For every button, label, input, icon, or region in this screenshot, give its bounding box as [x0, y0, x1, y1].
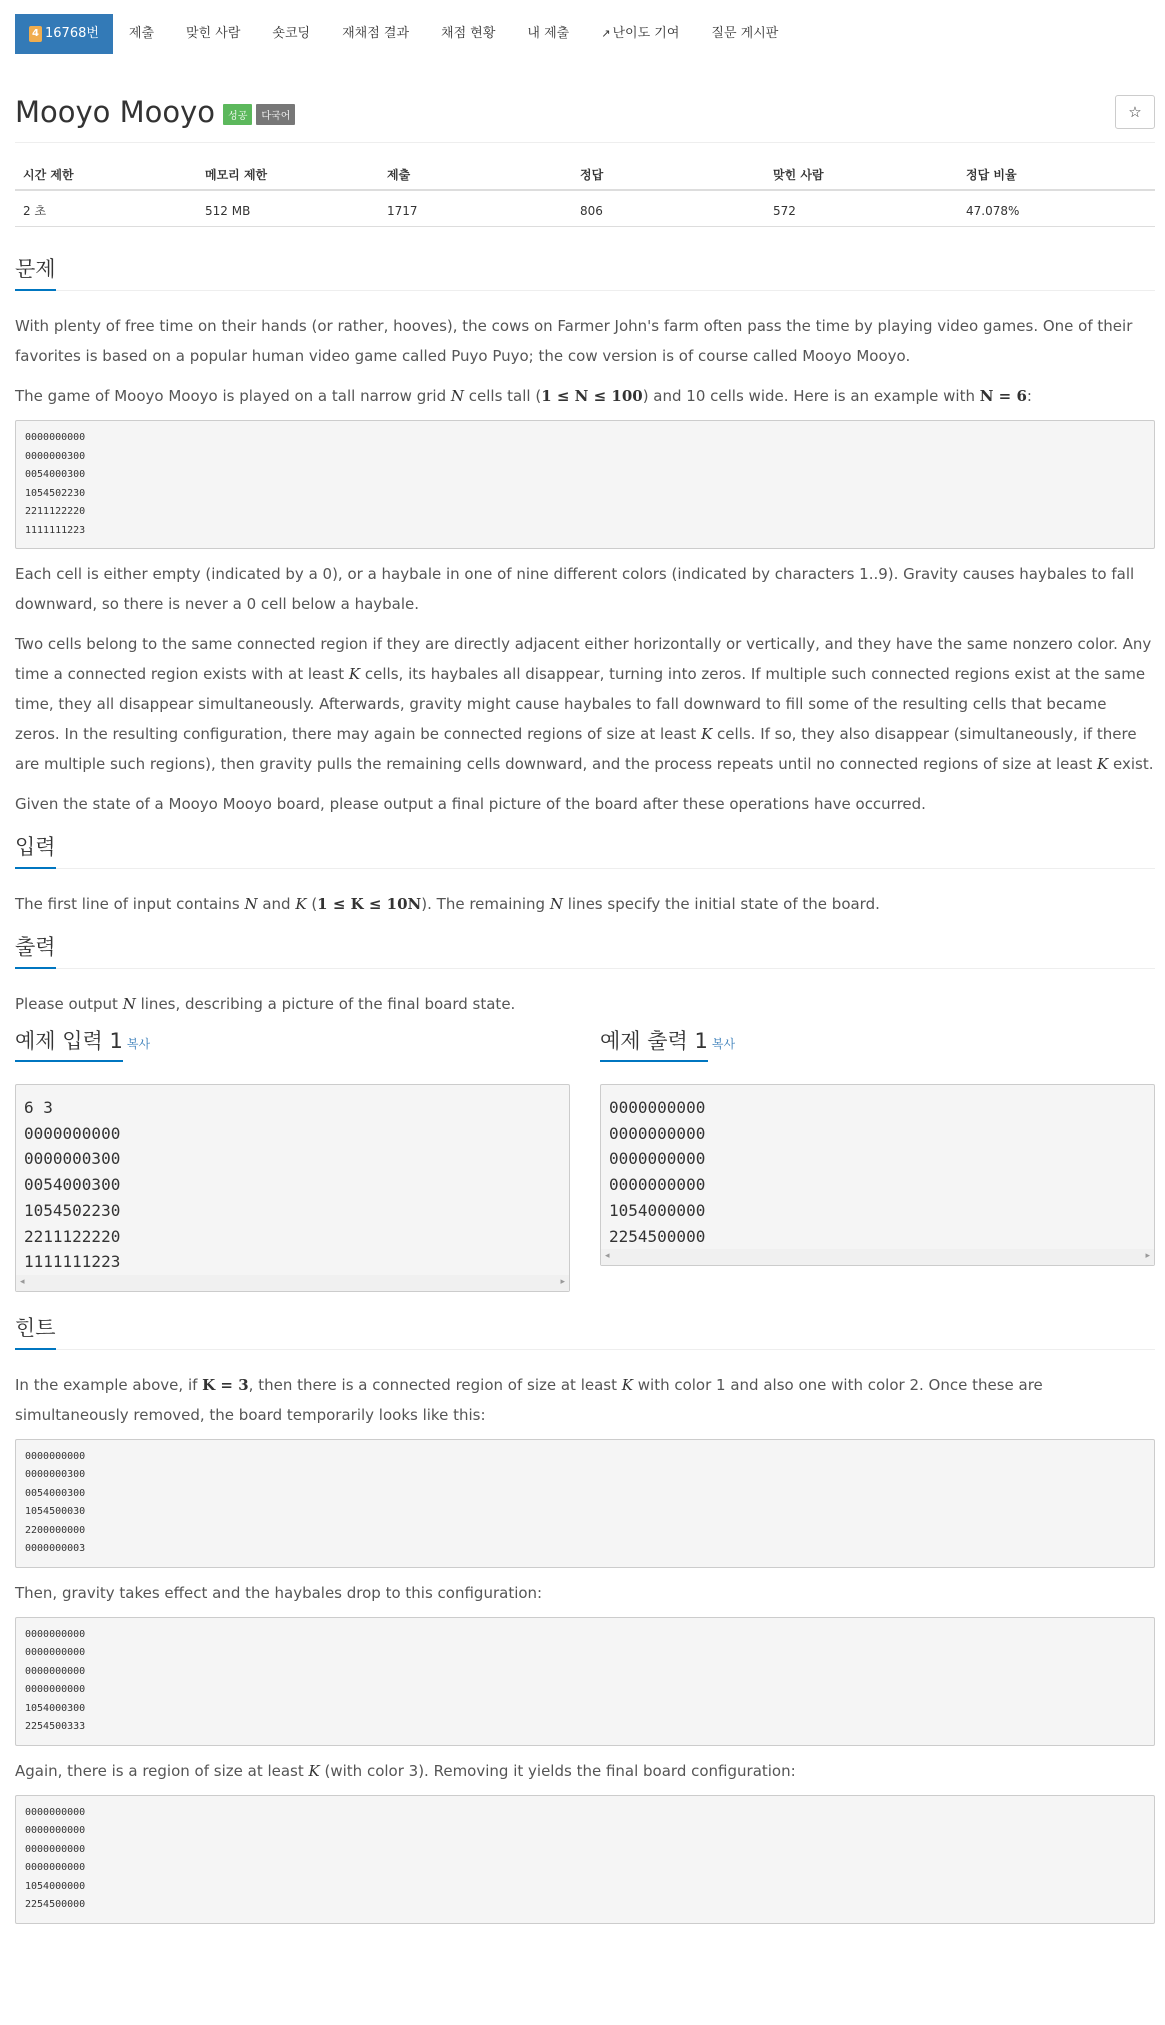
problem-title: Mooyo Mooyo: [15, 95, 216, 129]
section-title: 출력: [15, 931, 56, 969]
sample-input-box: [15, 1084, 570, 1292]
section-title: 문제: [15, 253, 56, 291]
hint-section-header: [15, 1312, 1155, 1350]
language-badge: 다국어: [256, 104, 295, 125]
problem-nav: [15, 14, 1155, 54]
scroll-right-icon[interactable]: ▸: [560, 1276, 565, 1287]
info-header: 맞힌 사람: [765, 160, 958, 190]
tab-problem-label: 16768번: [45, 26, 99, 41]
tab-rejudge[interactable]: 재채점 결과: [342, 26, 410, 41]
input-paragraph: The first line of input contains N and K (1 ≤ K ≤ 10N). The remaining N lines specify the initial state of the board.: [15, 895, 880, 913]
sample-output-text: 0000000000 0000000000 0000000000 0000000000 1054000000 2254500000: [609, 1098, 706, 1246]
tab-shortcoding[interactable]: 숏코딩: [272, 26, 311, 41]
info-value-row: [15, 190, 1155, 227]
input-section-header: [15, 831, 1155, 869]
title-row: [15, 92, 1155, 132]
tab-qna[interactable]: 질문 게시판: [711, 26, 779, 41]
status-badge: 성공: [223, 104, 252, 125]
hint-board: 0000000000 0000000000 0000000000 0000000000 1054000000 2254500000: [15, 1795, 1155, 1924]
info-value: 47.078%: [958, 190, 1155, 227]
info-header: 제출: [379, 160, 572, 190]
copy-input-button[interactable]: 복사: [126, 1037, 151, 1051]
scroll-left-icon[interactable]: ◂: [605, 1251, 610, 1262]
section-title: 힌트: [15, 1312, 56, 1350]
hint-paragraph: Then, gravity takes effect and the haybales drop to this configuration:: [15, 1583, 543, 1602]
info-value: 572: [765, 190, 958, 227]
star-icon: ☆: [1128, 103, 1142, 121]
scroll-right-icon[interactable]: ▸: [1145, 1251, 1150, 1262]
section-title: 입력: [15, 831, 56, 869]
problem-paragraph: With plenty of free time on their hands (or rather, hooves), the cows on Farmer John's farm often pass the time by playing video games. One of their favorites is based on a popular human video game called Puyo Puyo; the cow version is of course called Mooyo Mooyo.: [15, 317, 1133, 365]
info-value: 806: [572, 190, 765, 227]
tab-solvers[interactable]: 맞힌 사람: [186, 26, 241, 41]
copy-output-button[interactable]: 복사: [711, 1037, 736, 1051]
sample-output-title: 예제 출력 1: [600, 1025, 708, 1062]
output-paragraph: Please output N lines, describing a picture of the final board state.: [15, 995, 516, 1013]
info-header: 메모리 제한: [197, 160, 379, 190]
problem-section-header: [15, 253, 1155, 291]
output-section-header: [15, 931, 1155, 969]
samples: [15, 1025, 1155, 1292]
problem-paragraph: The game of Mooyo Mooyo is played on a tall narrow grid N cells tall (1 ≤ N ≤ 100) and 10 cells wide. Here is an example with N = 6:: [15, 387, 1032, 405]
hint-board: 0000000000 0000000300 0054000300 1054500030 2200000000 0000000003: [15, 1439, 1155, 1568]
sample-input: [15, 1025, 570, 1292]
medal-icon: 4: [29, 26, 42, 42]
tab-difficulty[interactable]: [585, 14, 695, 54]
tab-my-submissions[interactable]: 내 제출: [527, 26, 570, 41]
horizontal-scrollbar[interactable]: [16, 1275, 569, 1291]
problem-paragraph: Given the state of a Mooyo Mooyo board, please output a final picture of the board after these operations have occurred.: [15, 795, 926, 813]
info-value: 512 MB: [197, 190, 379, 227]
sample-output: [600, 1025, 1155, 1292]
info-header: 시간 제한: [15, 160, 197, 190]
hint-board: 0000000000 0000000000 0000000000 0000000000 1054000300 2254500333: [15, 1617, 1155, 1746]
hint-paragraph: In the example above, if K = 3, then there is a connected region of size at least K with color 1 and also one with color 2. Once these are simultaneously removed, the board temporarily looks like this:: [15, 1375, 1043, 1424]
tab-submit[interactable]: 제출: [128, 26, 155, 41]
sample-input-text: 6 3 0000000000 0000000300 0054000300 1054502230 2211122220 1111111223: [24, 1098, 121, 1272]
hint-paragraph: Again, there is a region of size at least K (with color 3). Removing it yields the final board configuration:: [15, 1761, 796, 1780]
info-value: 1717: [379, 190, 572, 227]
tab-problem[interactable]: [15, 14, 113, 54]
info-header-row: [15, 160, 1155, 190]
sample-input-title: 예제 입력 1: [15, 1025, 123, 1062]
tab-difficulty-label: 난이도 기여: [612, 26, 680, 41]
problem-info-table: [15, 160, 1155, 227]
example-board: 0000000000 0000000300 0054000300 1054502230 2211122220 1111111223: [15, 420, 1155, 549]
tab-status[interactable]: 채점 현황: [441, 26, 496, 41]
info-value: 2 초: [15, 190, 197, 227]
problem-paragraph: Two cells belong to the same connected region if they are directly adjacent either horizontally or vertically, and they have the same nonzero color. Any time a connected region exists with at least K cells, its haybales all disappear, turning into zeros. If multiple such connected regions exist at the same time, they all disappear simultaneously. Afterwards, gravity might cause haybales to fall downward to fill some of the resulting cells that became zeros. In the resulting configuration, there may again be connected regions of size at least K cells. If so, they also disappear (simultaneously, if there are multiple such regions), then gravity pulls the remaining cells downward, and the process repeats until no connected regions of size at least K exist.: [15, 635, 1154, 773]
sample-output-box: [600, 1084, 1155, 1266]
external-link-icon: ↗: [601, 27, 611, 40]
scroll-left-icon[interactable]: ◂: [20, 1276, 25, 1287]
problem-paragraph: Each cell is either empty (indicated by a 0), or a haybale in one of nine different colors (indicated by characters 1..9). Gravity causes haybales to fall downward, so there is never a 0 cell below a haybale.: [15, 565, 1135, 613]
star-button[interactable]: [1115, 95, 1155, 129]
horizontal-scrollbar[interactable]: [601, 1249, 1154, 1265]
info-header: 정답 비율: [958, 160, 1155, 190]
info-header: 정답: [572, 160, 765, 190]
divider: [15, 142, 1155, 143]
